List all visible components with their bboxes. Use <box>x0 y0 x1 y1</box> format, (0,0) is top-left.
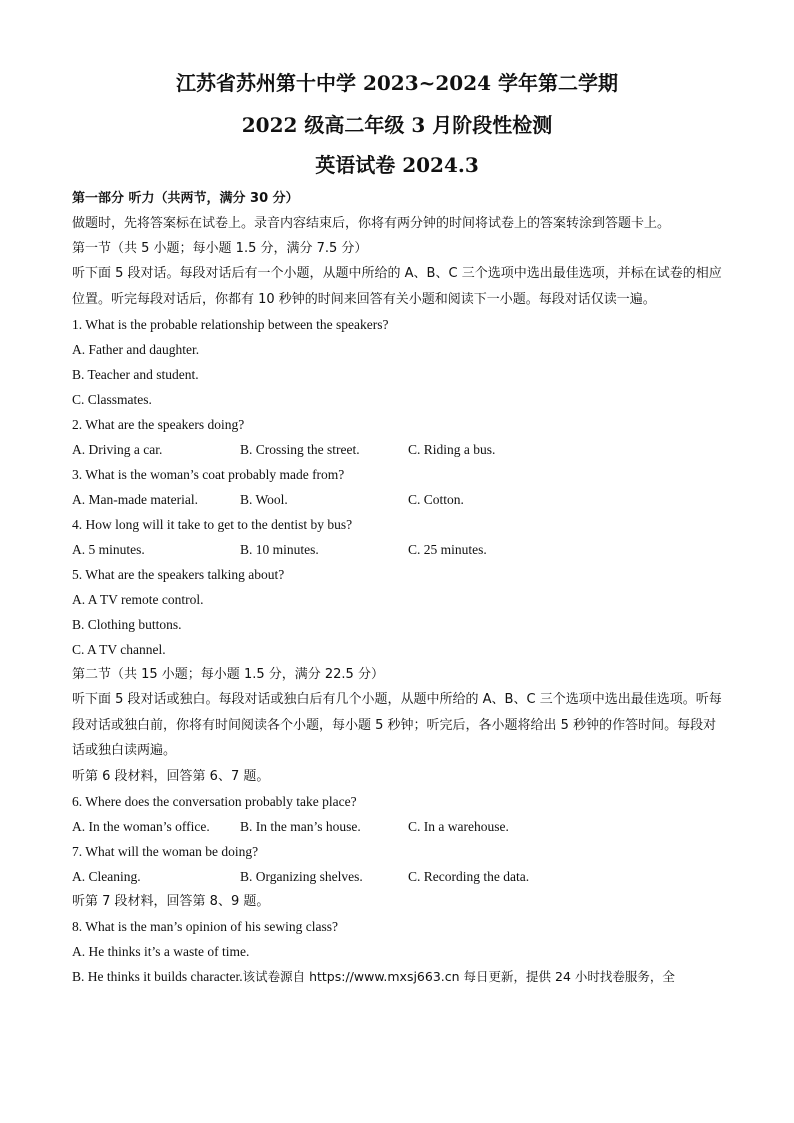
question-3-option-a: A. Man-made material. <box>72 492 198 507</box>
section2-instruction: 听下面 5 段对话或独白。每段对话或独白后有几个小题，从题中所给的 A、B、C 三个选项中选出最佳选项。听每段对话或独白前，你将有时间阅读各个小题，每小题 5 秒钟；听完后，各小题将给出 5 秒钟的作答时间。每段对话或独白读两遍。 <box>72 692 722 758</box>
question-8-option-a: A. He thinks it’s a waste of time. <box>72 943 250 959</box>
question-1-option-c: C. Classmates. <box>72 392 152 407</box>
part1-instruction: 做题时，先将答案标在试卷上。录音内容结束后，你将有两分钟的时间将试卷上的答案转涂到答题卡上。 <box>72 216 671 231</box>
question-8-option-b: B. He thinks it builds character. <box>72 968 243 984</box>
question-7-options <box>72 864 722 889</box>
section1-instruction: 听下面 5 段对话。每段对话后有一个小题，从题中所给的 A、B、C 三个选项中选出最佳选项，并标在试卷的相应位置。听完每段对话后，你都有 10 秒钟的时间来回答有关小题和阅读下一小题。每段对话仅读一遍。 <box>72 266 722 307</box>
question-4-options <box>72 537 722 562</box>
question-6-options <box>72 814 722 839</box>
question-6-stem: 6. Where does the conversation probably take place? <box>72 793 357 809</box>
question-2-options <box>72 437 722 462</box>
question-7-option-b: B. Organizing shelves. <box>240 868 363 884</box>
question-5-option-b: B. Clothing buttons. <box>72 617 182 632</box>
question-7-option-c: C. Recording the data. <box>408 868 530 884</box>
question-5-stem: 5. What are the speakers talking about? <box>72 567 285 582</box>
question-4-option-c: C. 25 minutes. <box>408 542 487 557</box>
exam-content <box>72 186 722 989</box>
question-2-option-a: A. Driving a car. <box>72 442 163 457</box>
question-4-stem: 4. How long will it take to get to the dentist by bus? <box>72 517 353 532</box>
question-6-option-a: A. In the woman’s office. <box>72 818 210 834</box>
question-7-stem: 7. What will the woman be doing? <box>72 843 259 859</box>
part1-heading: 第一部分 听力（共两节，满分 30 分） <box>72 191 299 206</box>
question-4-option-b: B. 10 minutes. <box>240 542 319 557</box>
question-2-stem: 2. What are the speakers doing? <box>72 417 245 432</box>
question-3-option-b: B. Wool. <box>240 492 288 507</box>
exam-title-subject: 英语试卷 2024.3 <box>315 153 479 177</box>
exam-title-grade: 2022 级高二年级 3 月阶段性检测 <box>241 113 553 137</box>
question-2-option-c: C. Riding a bus. <box>408 442 496 457</box>
question-6-option-c: C. In a warehouse. <box>408 818 509 834</box>
question-7-option-a: A. Cleaning. <box>72 868 141 884</box>
question-3-options <box>72 487 722 512</box>
question-5-option-a: A. A TV remote control. <box>72 592 204 607</box>
question-4-option-a: A. 5 minutes. <box>72 542 145 557</box>
question-3-option-c: C. Cotton. <box>408 492 464 507</box>
material-7-note: 听第 7 段材料，回答第 8、9 题。 <box>72 893 270 909</box>
material-6-note: 听第 6 段材料，回答第 6、7 题。 <box>72 768 270 784</box>
question-2-option-b: B. Crossing the street. <box>240 442 360 457</box>
question-3-stem: 3. What is the woman’s coat probably made from? <box>72 467 345 482</box>
question-8-option-b-line <box>72 964 722 989</box>
question-1-option-b: B. Teacher and student. <box>72 367 199 382</box>
source-watermark-text: 该试卷源自 https://www.mxsj663.cn 每日更新，提供 24 小时找卷服务，全 <box>242 968 675 984</box>
exam-title-school: 江苏省苏州第十中学 2023~2024 学年第二学期 <box>175 71 618 95</box>
question-8-stem: 8. What is the man’s opinion of his sewing class? <box>72 918 338 934</box>
section2-heading: 第二节（共 15 小题；每小题 1.5 分，满分 22.5 分） <box>72 667 384 682</box>
question-1-stem: 1. What is the probable relationship between the speakers? <box>72 317 389 332</box>
question-5-option-c: C. A TV channel. <box>72 642 166 657</box>
question-1-option-a: A. Father and daughter. <box>72 342 200 357</box>
section1-heading: 第一节（共 5 小题；每小题 1.5 分，满分 7.5 分） <box>72 241 368 256</box>
question-6-option-b: B. In the man’s house. <box>240 818 361 834</box>
